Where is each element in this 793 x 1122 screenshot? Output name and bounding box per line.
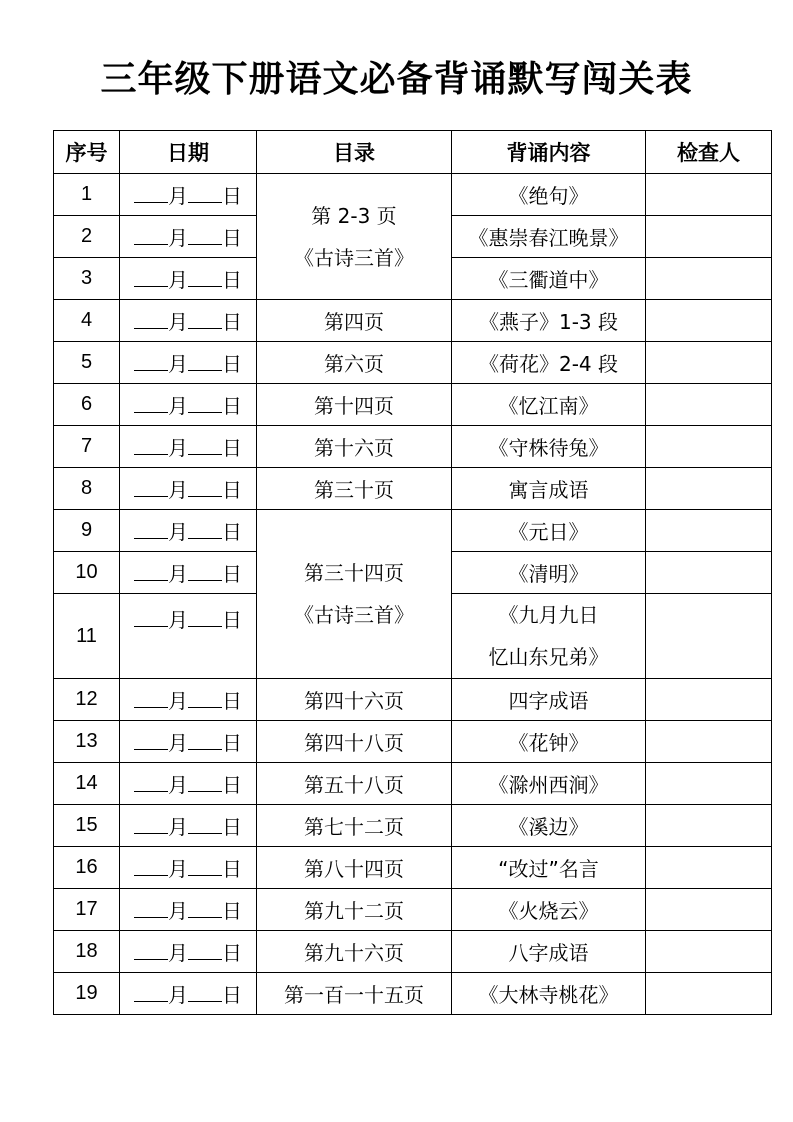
month-label: 月 (168, 436, 188, 460)
index-cell: 4 (54, 300, 120, 342)
month-label: 月 (168, 394, 188, 418)
date-fill (134, 815, 242, 839)
checker-cell[interactable] (646, 384, 772, 426)
month-label: 月 (168, 310, 188, 334)
month-blank[interactable] (134, 857, 168, 876)
content-cell: 《荷花》2-4 段 (452, 342, 646, 384)
day-label: 日 (222, 983, 242, 1007)
content-cell: 《滁州西涧》 (452, 763, 646, 805)
month-blank[interactable] (134, 562, 168, 581)
directory-cell: 第九十二页 (257, 889, 452, 931)
table-row (54, 721, 772, 763)
day-label: 日 (222, 268, 242, 292)
index-cell: 18 (54, 931, 120, 973)
month-blank[interactable] (134, 815, 168, 834)
date-fill (134, 436, 242, 460)
header-checker: 检查人 (646, 131, 772, 174)
day-label: 日 (222, 184, 242, 208)
month-label: 月 (168, 773, 188, 797)
index-cell: 1 (54, 174, 120, 216)
date-cell[interactable] (120, 426, 257, 468)
index-cell: 5 (54, 342, 120, 384)
checker-cell[interactable] (646, 552, 772, 594)
month-label: 月 (168, 731, 188, 755)
date-fill (134, 608, 242, 632)
directory-page: 第三十四页 (304, 561, 404, 585)
content-cell: 《三衢道中》 (452, 258, 646, 300)
checker-cell[interactable] (646, 763, 772, 805)
day-blank[interactable] (188, 562, 222, 581)
directory-title: 《古诗三首》 (294, 245, 414, 270)
day-blank[interactable] (188, 983, 222, 1002)
directory-cell: 第十六页 (257, 426, 452, 468)
month-blank[interactable] (134, 773, 168, 792)
checker-cell[interactable] (646, 468, 772, 510)
table-row (54, 174, 772, 216)
index-cell: 9 (54, 510, 120, 552)
day-label: 日 (222, 478, 242, 502)
table-row (54, 931, 772, 973)
table-row (54, 342, 772, 384)
page-title: 三年级下册语文必备背诵默写闯关表 (100, 59, 693, 100)
month-label: 月 (168, 478, 188, 502)
content-cell: 《惠崇春江晚景》 (452, 216, 646, 258)
date-fill (134, 857, 242, 881)
month-blank[interactable] (134, 520, 168, 539)
date-cell[interactable] (120, 258, 257, 300)
date-fill (134, 352, 242, 376)
month-blank[interactable] (134, 608, 168, 627)
date-fill (134, 941, 242, 965)
month-blank[interactable] (134, 184, 168, 203)
day-blank[interactable] (188, 478, 222, 497)
table-row (54, 763, 772, 805)
month-label: 月 (168, 226, 188, 250)
day-label: 日 (222, 608, 242, 632)
directory-cell (257, 510, 452, 679)
day-label: 日 (222, 731, 242, 755)
day-blank[interactable] (188, 520, 222, 539)
table-body (54, 174, 772, 1015)
directory-cell: 第六页 (257, 342, 452, 384)
directory-cell: 第七十二页 (257, 805, 452, 847)
content-cell: 《花钟》 (452, 721, 646, 763)
day-label: 日 (222, 562, 242, 586)
index-cell: 13 (54, 721, 120, 763)
content-cell: 四字成语 (452, 679, 646, 721)
index-cell: 19 (54, 973, 120, 1015)
date-cell[interactable] (120, 847, 257, 889)
table-row (54, 300, 772, 342)
index-cell: 15 (54, 805, 120, 847)
date-cell[interactable] (120, 174, 257, 216)
day-label: 日 (222, 310, 242, 334)
table-row (54, 426, 772, 468)
table-row (54, 805, 772, 847)
day-label: 日 (222, 857, 242, 881)
day-label: 日 (222, 352, 242, 376)
month-blank[interactable] (134, 731, 168, 750)
checker-cell[interactable] (646, 342, 772, 384)
month-label: 月 (168, 815, 188, 839)
date-cell[interactable] (120, 889, 257, 931)
index-cell: 7 (54, 426, 120, 468)
checker-cell[interactable] (646, 216, 772, 258)
day-blank[interactable] (188, 310, 222, 329)
content-cell: 寓言成语 (452, 468, 646, 510)
month-blank[interactable] (134, 268, 168, 287)
month-label: 月 (168, 520, 188, 544)
checker-cell[interactable] (646, 847, 772, 889)
content-line: 忆山东兄弟》 (488, 645, 609, 669)
month-label: 月 (168, 857, 188, 881)
header-content: 背诵内容 (452, 131, 646, 174)
date-fill (134, 478, 242, 502)
month-blank[interactable] (134, 394, 168, 413)
month-blank[interactable] (134, 436, 168, 455)
date-fill (134, 689, 242, 713)
index-cell: 6 (54, 384, 120, 426)
month-label: 月 (168, 983, 188, 1007)
index-cell: 11 (54, 594, 120, 679)
day-blank[interactable] (188, 268, 222, 287)
content-line: 《九月九日 (498, 603, 599, 627)
month-label: 月 (168, 184, 188, 208)
day-label: 日 (222, 394, 242, 418)
month-blank[interactable] (134, 478, 168, 497)
day-blank[interactable] (188, 352, 222, 371)
index-cell: 14 (54, 763, 120, 805)
checker-cell[interactable] (646, 973, 772, 1015)
date-cell[interactable] (120, 931, 257, 973)
content-cell: “改过”名言 (452, 847, 646, 889)
table-row (54, 679, 772, 721)
day-blank[interactable] (188, 815, 222, 834)
directory-cell: 第四页 (257, 300, 452, 342)
directory-cell: 第九十六页 (257, 931, 452, 973)
day-label: 日 (222, 226, 242, 250)
index-cell: 10 (54, 552, 120, 594)
content-cell: 《元日》 (452, 510, 646, 552)
day-blank[interactable] (188, 689, 222, 708)
content-cell: 《绝句》 (452, 174, 646, 216)
day-label: 日 (222, 773, 242, 797)
month-blank[interactable] (134, 941, 168, 960)
content-cell: 《守株待兔》 (452, 426, 646, 468)
table-header-row (54, 131, 772, 174)
day-blank[interactable] (188, 608, 222, 627)
month-label: 月 (168, 608, 188, 632)
table-row (54, 973, 772, 1015)
table-row (54, 468, 772, 510)
date-fill (134, 268, 242, 292)
date-cell[interactable] (120, 721, 257, 763)
date-cell[interactable] (120, 510, 257, 552)
directory-title: 《古诗三首》 (294, 603, 414, 627)
date-cell[interactable] (120, 468, 257, 510)
content-cell: 《溪边》 (452, 805, 646, 847)
day-label: 日 (222, 689, 242, 713)
checker-cell[interactable] (646, 510, 772, 552)
month-label: 月 (168, 899, 188, 923)
month-label: 月 (168, 562, 188, 586)
date-fill (134, 983, 242, 1007)
directory-cell: 第四十六页 (257, 679, 452, 721)
month-label: 月 (168, 268, 188, 292)
date-fill (134, 899, 242, 923)
checker-cell[interactable] (646, 679, 772, 721)
header-index: 序号 (54, 131, 120, 174)
directory-cell (257, 174, 452, 300)
month-label: 月 (168, 352, 188, 376)
recitation-table (53, 130, 772, 1015)
table-row (54, 847, 772, 889)
date-fill (134, 184, 242, 208)
date-fill (134, 310, 242, 334)
month-blank[interactable] (134, 983, 168, 1002)
checker-cell[interactable] (646, 174, 772, 216)
content-cell: 八字成语 (452, 931, 646, 973)
date-cell[interactable] (120, 679, 257, 721)
directory-cell: 第四十八页 (257, 721, 452, 763)
directory-cell: 第五十八页 (257, 763, 452, 805)
checker-cell[interactable] (646, 300, 772, 342)
content-cell (452, 594, 646, 679)
date-cell[interactable] (120, 384, 257, 426)
day-blank[interactable] (188, 394, 222, 413)
index-cell: 17 (54, 889, 120, 931)
content-cell: 《清明》 (452, 552, 646, 594)
content-cell: 《大林寺桃花》 (452, 973, 646, 1015)
date-cell[interactable] (120, 300, 257, 342)
header-date: 日期 (120, 131, 257, 174)
day-label: 日 (222, 899, 242, 923)
day-blank[interactable] (188, 941, 222, 960)
day-label: 日 (222, 436, 242, 460)
month-blank[interactable] (134, 352, 168, 371)
month-label: 月 (168, 689, 188, 713)
date-cell[interactable] (120, 763, 257, 805)
day-blank[interactable] (188, 899, 222, 918)
day-blank[interactable] (188, 226, 222, 245)
index-cell: 2 (54, 216, 120, 258)
day-blank[interactable] (188, 857, 222, 876)
month-blank[interactable] (134, 310, 168, 329)
checker-cell[interactable] (646, 258, 772, 300)
date-fill (134, 562, 242, 586)
date-cell[interactable] (120, 805, 257, 847)
index-cell: 12 (54, 679, 120, 721)
directory-cell: 第十四页 (257, 384, 452, 426)
checker-cell[interactable] (646, 931, 772, 973)
index-cell: 16 (54, 847, 120, 889)
date-cell[interactable] (120, 216, 257, 258)
month-blank[interactable] (134, 226, 168, 245)
day-blank[interactable] (188, 436, 222, 455)
checker-cell[interactable] (646, 721, 772, 763)
date-cell[interactable] (120, 973, 257, 1015)
day-blank[interactable] (188, 773, 222, 792)
date-fill (134, 731, 242, 755)
checker-cell[interactable] (646, 889, 772, 931)
checker-cell[interactable] (646, 805, 772, 847)
month-blank[interactable] (134, 899, 168, 918)
day-label: 日 (222, 941, 242, 965)
directory-page: 第 2-3 页 (311, 203, 397, 228)
table-row (54, 384, 772, 426)
directory-cell: 第一百一十五页 (257, 973, 452, 1015)
directory-cell: 第三十页 (257, 468, 452, 510)
content-cell: 《火烧云》 (452, 889, 646, 931)
date-fill (134, 520, 242, 544)
month-label: 月 (168, 941, 188, 965)
table-row (54, 889, 772, 931)
content-cell: 《燕子》1-3 段 (452, 300, 646, 342)
checker-cell[interactable] (646, 426, 772, 468)
day-blank[interactable] (188, 184, 222, 203)
day-blank[interactable] (188, 731, 222, 750)
directory-cell: 第八十四页 (257, 847, 452, 889)
date-fill (134, 394, 242, 418)
date-cell[interactable] (120, 594, 257, 679)
date-fill (134, 773, 242, 797)
content-cell: 《忆江南》 (452, 384, 646, 426)
table-row (54, 510, 772, 552)
index-cell: 3 (54, 258, 120, 300)
date-cell[interactable] (120, 552, 257, 594)
day-label: 日 (222, 815, 242, 839)
header-directory: 目录 (257, 131, 452, 174)
checker-cell[interactable] (646, 594, 772, 679)
day-label: 日 (222, 520, 242, 544)
month-blank[interactable] (134, 689, 168, 708)
date-fill (134, 226, 242, 250)
index-cell: 8 (54, 468, 120, 510)
date-cell[interactable] (120, 342, 257, 384)
